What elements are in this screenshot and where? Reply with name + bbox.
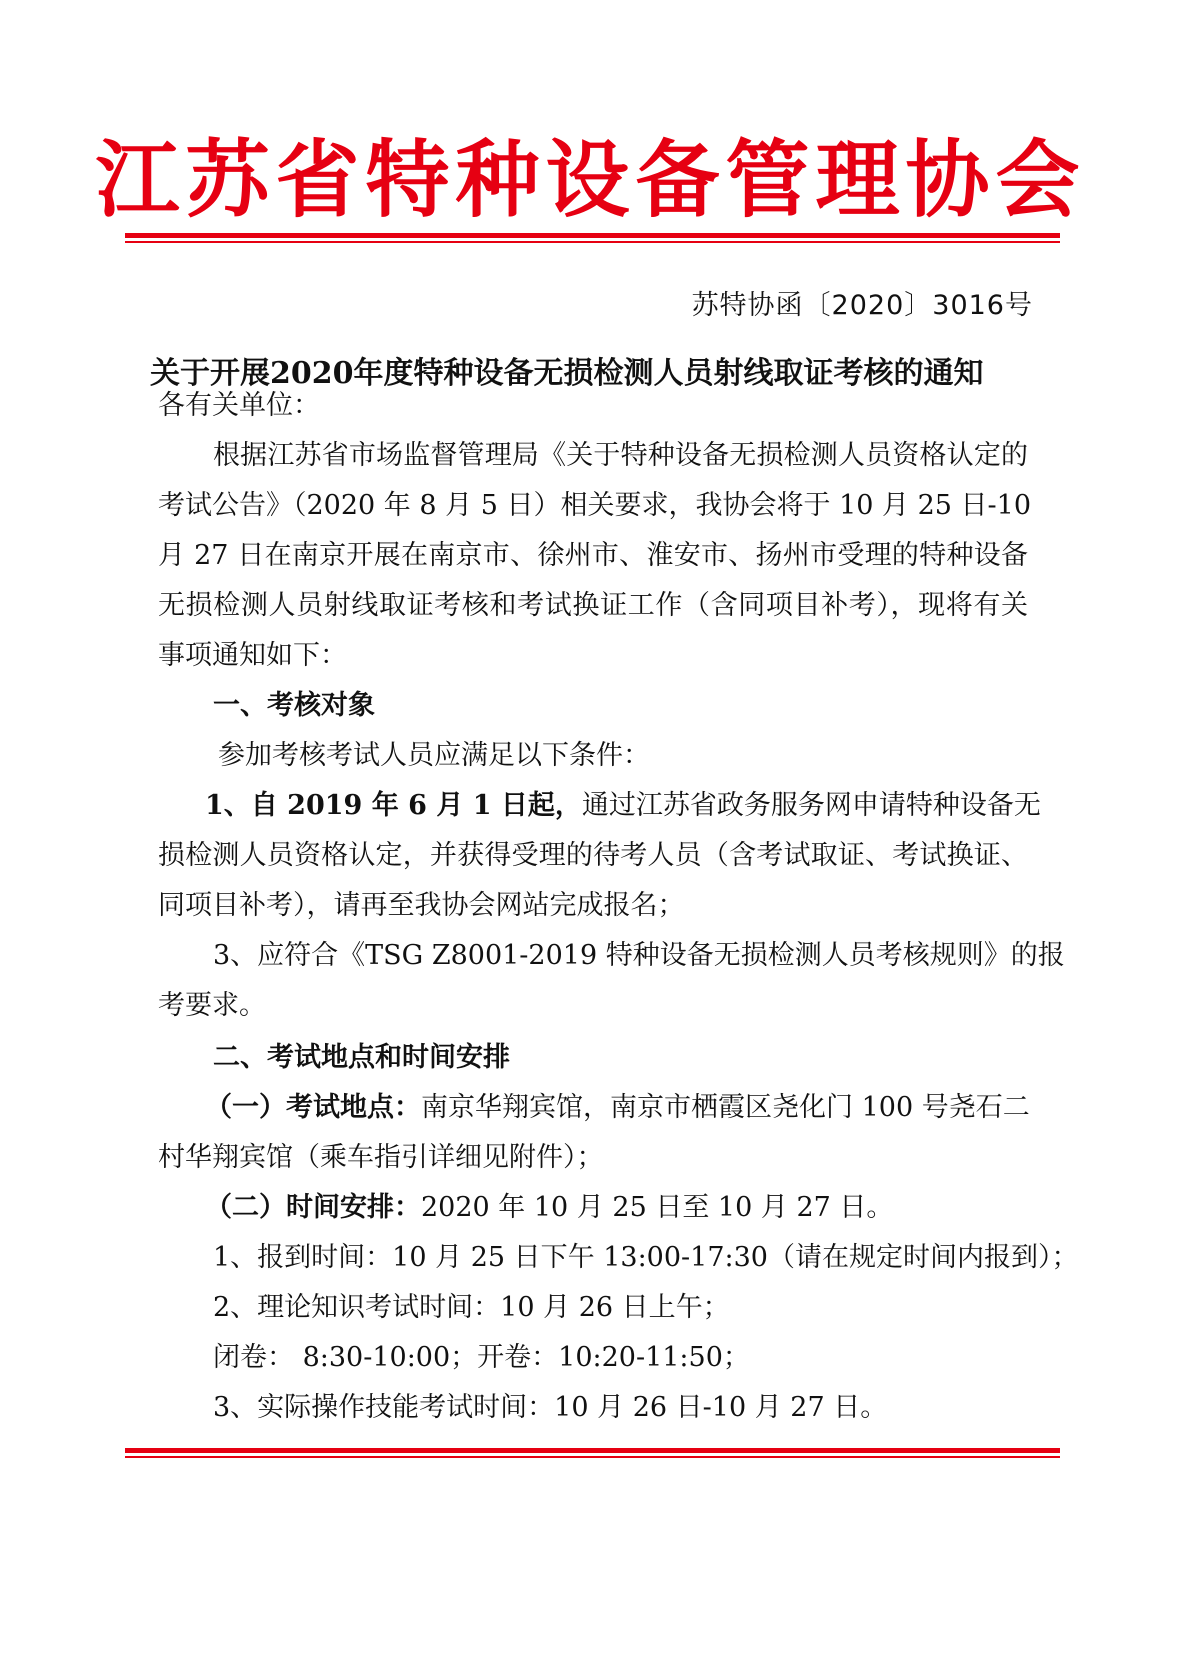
condition-1-line-3: 同项目补考），请再至我协会网站完成报名；: [158, 890, 685, 921]
exam-location-label: （一）考试地点：: [205, 1092, 421, 1123]
intro-line-3: 月 27 日在南京开展在南京市、徐州市、淮安市、扬州市受理的特种设备: [158, 540, 1028, 571]
schedule-practical-exam: 3、实际操作技能考试时间：10 月 26 日-10 月 27 日。: [213, 1392, 888, 1423]
condition-3-line-2: 考要求。: [158, 990, 266, 1021]
condition-1-text: 通过江苏省政务服务网申请特种设备无: [581, 790, 1041, 821]
exam-time-line: [205, 1188, 893, 1228]
intro-line-2: 考试公告》（2020 年 8 月 5 日）相关要求，我协会将于 10 月 25 日-10: [158, 490, 1032, 521]
header-divider-thick: [125, 233, 1060, 238]
condition-1-date: 1、自 2019 年 6 月 1 日起，: [205, 790, 582, 821]
organization-name-header: 江苏省特种设备管理协会: [95, 131, 1086, 229]
exam-location-text: 南京华翔宾馆，南京市栖霞区尧化门 100 号尧石二: [421, 1092, 1030, 1123]
schedule-checkin: 1、报到时间：10 月 25 日下午 13:00-17:30（请在规定时间内报到）；: [213, 1242, 1079, 1273]
exam-location-line-2: 村华翔宾馆（乘车指引详细见附件）；: [158, 1142, 604, 1173]
section-2-heading: 二、考试地点和时间安排: [213, 1042, 510, 1073]
exam-time-text: 2020 年 10 月 25 日至 10 月 27 日。: [421, 1192, 894, 1223]
intro-line-5: 事项通知如下：: [158, 640, 347, 671]
condition-1-line-1: [205, 786, 1041, 826]
section-1-heading: 一、考核对象: [213, 690, 375, 721]
schedule-closed-open-book: 闭卷： 8:30-10:00；开卷：10:20-11:50；: [213, 1342, 750, 1373]
document-number: 苏特协函〔2020〕3016号: [691, 290, 1033, 321]
condition-3-line-1: 3、应符合《TSG Z8001-2019 特种设备无损检测人员考核规则》的报: [213, 940, 1065, 971]
footer-divider-thick: [125, 1448, 1060, 1453]
intro-line-4: 无损检测人员射线取证考核和考试换证工作（含同项目补考），现将有关: [158, 590, 1028, 621]
exam-location-line-1: [205, 1088, 1030, 1128]
condition-1-line-2: 损检测人员资格认定，并获得受理的待考人员（含考试取证、考试换证、: [158, 840, 1028, 871]
addressee: 各有关单位：: [158, 390, 320, 421]
exam-time-label: （二）时间安排：: [205, 1192, 421, 1223]
section-1-lead: 参加考核考试人员应满足以下条件：: [218, 740, 650, 771]
schedule-theory-exam: 2、理论知识考试时间：10 月 26 日上午；: [213, 1292, 730, 1323]
notice-title: 关于开展2020年度特种设备无损检测人员射线取证考核的通知: [150, 356, 984, 391]
footer-divider-thin: [125, 1456, 1060, 1458]
intro-line-1: 根据江苏省市场监督管理局《关于特种设备无损检测人员资格认定的: [213, 440, 1028, 471]
header-divider-thin: [125, 241, 1060, 243]
